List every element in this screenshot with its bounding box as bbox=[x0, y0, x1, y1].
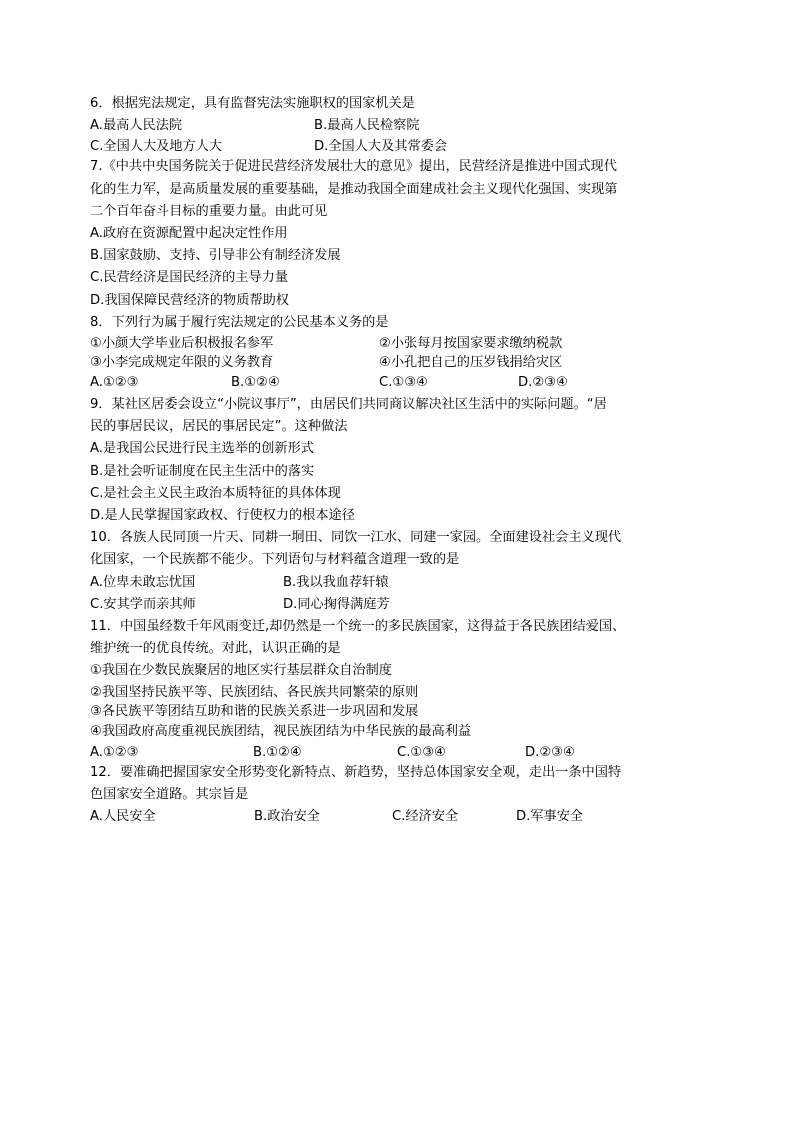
q12-options bbox=[90, 806, 710, 828]
q9-option-d: D.是人民掌握国家政权、行使权力的根本途径 bbox=[90, 508, 355, 523]
q8-options bbox=[90, 372, 710, 394]
q8-option-b: B.①②④ bbox=[231, 374, 280, 390]
q8-option-c: C.①③④ bbox=[379, 374, 428, 390]
q10-stem-line2: 化国家，一个民族都不能少。下列语句与材料蕴含道理一致的是 bbox=[90, 552, 460, 568]
q7-option-c: C.民营经济是国民经济的主导力量 bbox=[90, 270, 289, 286]
q12-option-c: C.经济安全 bbox=[392, 809, 459, 825]
q7-stem-line3: 二个百年奋斗目标的重要力量。由此可见 bbox=[90, 203, 328, 219]
q11-option-c: C.①③④ bbox=[397, 744, 446, 760]
q9-option-c: C.是社会主义民主政治本质特征的具体体现 bbox=[90, 485, 341, 501]
q7-option-b: B.国家鼓励、支持、引导非公有制经济发展 bbox=[90, 248, 341, 264]
q9-stem-line2: 民的事居民议，居民的事居民定”。这种做法 bbox=[90, 419, 348, 435]
q9-option-a: A.是我国公民进行民主选举的创新形式 bbox=[90, 441, 314, 457]
q11-option-d: D.②③④ bbox=[525, 744, 575, 760]
q10-options-row1 bbox=[90, 572, 530, 594]
q12-option-a: A.人民安全 bbox=[90, 809, 156, 825]
q11-statement-4: ④我国政府高度重视民族团结，视民族团结为中华民族的最高利益 bbox=[90, 723, 472, 739]
q10-option-d: D.同心掬得满庭芳 bbox=[283, 596, 390, 612]
q8-statement-2: ②小张每月按国家要求缴纳税款 bbox=[379, 335, 563, 351]
q10-option-c: C.安其学而亲其师 bbox=[90, 596, 196, 612]
q8-statement-1: ①小颜大学毕业后积极报名参军 bbox=[90, 335, 274, 351]
q12-stem-line2: 色国家安全道路。其宗旨是 bbox=[90, 786, 249, 802]
q11-statement-3: ③各民族平等团结互助和谐的民族关系进一步巩固和发展 bbox=[90, 703, 419, 719]
q8-statements-row2 bbox=[90, 353, 710, 372]
q11-option-b: B.①②④ bbox=[253, 744, 302, 760]
q10-stem-line1: 10．各族人民同顶一片天、同耕一垌田、同饮一江水、同建一家园。全面建设社会主义现代 bbox=[90, 530, 622, 546]
q6-option-a: A.最高人民法院 bbox=[90, 118, 183, 134]
q6-option-b: B.最高人民检察院 bbox=[314, 118, 420, 134]
q6-option-c: C.全国人大及地方人大 bbox=[90, 139, 223, 155]
q6-stem: 6．根据宪法规定，具有监督宪法实施职权的国家机关是 bbox=[90, 96, 415, 111]
q10-option-a: A.位卑未敢忘忧国 bbox=[90, 574, 196, 590]
q11-options bbox=[90, 743, 710, 762]
q12-stem-line1: 12．要准确把握国家安全形势变化新特点、新趋势，坚持总体国家安全观，走出一条中国特 bbox=[90, 764, 622, 780]
q12-option-d: D.军事安全 bbox=[516, 809, 584, 825]
q8-statement-3: ③小李完成规定年限的义务教育 bbox=[90, 354, 274, 370]
q10-options-row2 bbox=[90, 594, 710, 616]
q11-statement-2: ②我国坚持民族平等、民族团结、各民族共同繁荣的原则 bbox=[90, 684, 419, 700]
exam-page bbox=[90, 93, 710, 828]
q11-stem-line2: 维护统一的优良传统。对此，认识正确的是 bbox=[90, 641, 341, 657]
q9-stem-line1: 9．某社区居委会设立“小院议事厅”，由居民们共同商议解决社区生活中的实际问题。“居 bbox=[90, 397, 607, 413]
q7-option-d: D.我国保障民营经济的物质帮助权 bbox=[90, 292, 289, 308]
q9-option-b: B.是社会听证制度在民主生活中的落实 bbox=[90, 463, 315, 479]
q8-stem: 8．下列行为属于履行宪法规定的公民基本义务的是 bbox=[90, 314, 389, 330]
q6-options-row2 bbox=[90, 137, 710, 156]
q7-stem-line1: 7.《中共中央国务院关于促进民营经济发展壮大的意见》提出，民营经济是推进中国式现代 bbox=[90, 159, 617, 175]
q10-option-b: B.我以我血荐轩辕 bbox=[283, 574, 389, 590]
q7-stem-line2: 化的生力军，是高质量发展的重要基础，是推动我国全面建成社会主义现代化强国、实现第 bbox=[90, 181, 618, 197]
q11-stem-line1: 11．中国虽经数千年风雨变迁,却仍然是一个统一的多民族国家，这得益于各民族团结爱国、 bbox=[90, 618, 626, 634]
q8-option-d: D.②③④ bbox=[518, 374, 568, 390]
q11-statement-1: ①我国在少数民族聚居的地区实行基层群众自治制度 bbox=[90, 663, 392, 679]
q8-statements-row1 bbox=[90, 334, 710, 353]
q11-option-a: A.①②③ bbox=[90, 744, 139, 760]
q6-options-row1 bbox=[90, 115, 710, 137]
q6-option-d: D.全国人大及其常委会 bbox=[314, 139, 448, 155]
q12-option-b: B.政治安全 bbox=[254, 809, 320, 825]
q8-option-a: A.①②③ bbox=[90, 374, 139, 390]
q7-option-a: A.政府在资源配置中起决定性作用 bbox=[90, 225, 288, 241]
q8-statement-4: ④小孔把自己的压岁钱捐给灾区 bbox=[379, 354, 563, 370]
